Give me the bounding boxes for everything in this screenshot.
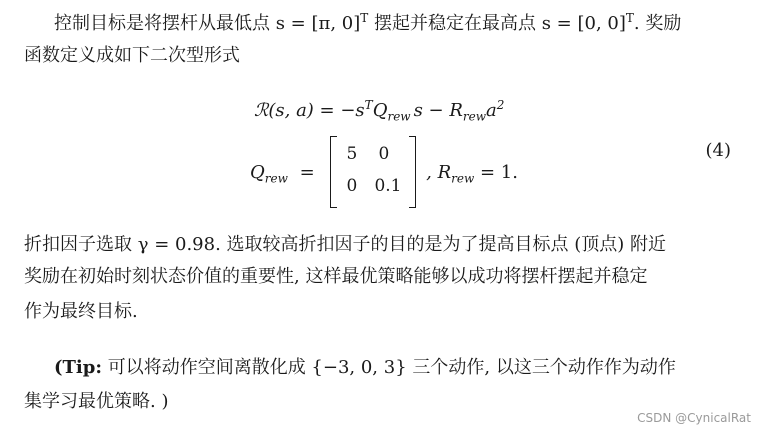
equation-number: (4) — [705, 140, 731, 161]
watermark: CSDN @CynicalRat — [637, 411, 751, 425]
subscript: rew — [264, 171, 288, 186]
tip-line-2: 集学习最优策略. ) — [24, 391, 169, 412]
eq-lhs: ℛ(s, a) = −s — [254, 100, 365, 121]
subscript: rew — [462, 109, 486, 124]
paragraph-2-line-2: 奖励在初始时刻状态价值的重要性, 这样最优策略能够以成功将摆杆摆起并稳定 — [24, 266, 648, 287]
tip-label: (Tip: — [54, 357, 102, 378]
subscript: rew — [451, 171, 475, 186]
tip-line-1 — [54, 356, 676, 380]
matrix-bracket-left — [330, 136, 337, 208]
equation-row-2 — [0, 136, 765, 208]
paragraph-2-line-1: 折扣因子选取 γ = 0.98. 选取较高折扣因子的目的是为了提高目标点 (顶点) 附近 — [24, 234, 667, 255]
eq-equals: = — [299, 161, 315, 183]
subscript: rew — [387, 109, 411, 124]
equation-row-1 — [0, 98, 765, 124]
matrix-cell: 0.1 — [374, 176, 402, 196]
eq-r: , R — [426, 161, 452, 183]
superscript: T — [364, 98, 373, 112]
superscript: 2 — [496, 98, 505, 112]
matrix-cell: 5 — [346, 144, 358, 164]
superscript: T — [625, 11, 634, 25]
paragraph-2-line-3: 作为最终目标. — [24, 301, 138, 322]
superscript: T — [360, 11, 369, 25]
matrix-cell: 0 — [378, 144, 390, 164]
text-segment: 摆起并稳定在最高点 s = [0, 0] — [368, 13, 626, 34]
eq-end: a — [486, 100, 497, 121]
text-segment: 可以将动作空间离散化成 {−3, 0, 3} 三个动作, 以这三个动作作为动作 — [101, 357, 676, 378]
text-segment: 控制目标是将摆杆从最低点 s = [π, 0] — [54, 13, 361, 34]
paragraph-1-line-1 — [54, 12, 681, 36]
eq-q: Q — [372, 100, 388, 121]
eq-end: = 1. — [474, 161, 518, 183]
matrix-cell: 0 — [346, 176, 358, 196]
text-segment: . 奖励 — [633, 13, 682, 34]
paragraph-1-line-2: 函数定义成如下二次型形式 — [24, 45, 240, 66]
eq-q: Q — [250, 161, 265, 183]
matrix — [330, 136, 416, 208]
matrix-bracket-right — [409, 136, 416, 208]
eq-mid: s − R — [413, 100, 463, 121]
